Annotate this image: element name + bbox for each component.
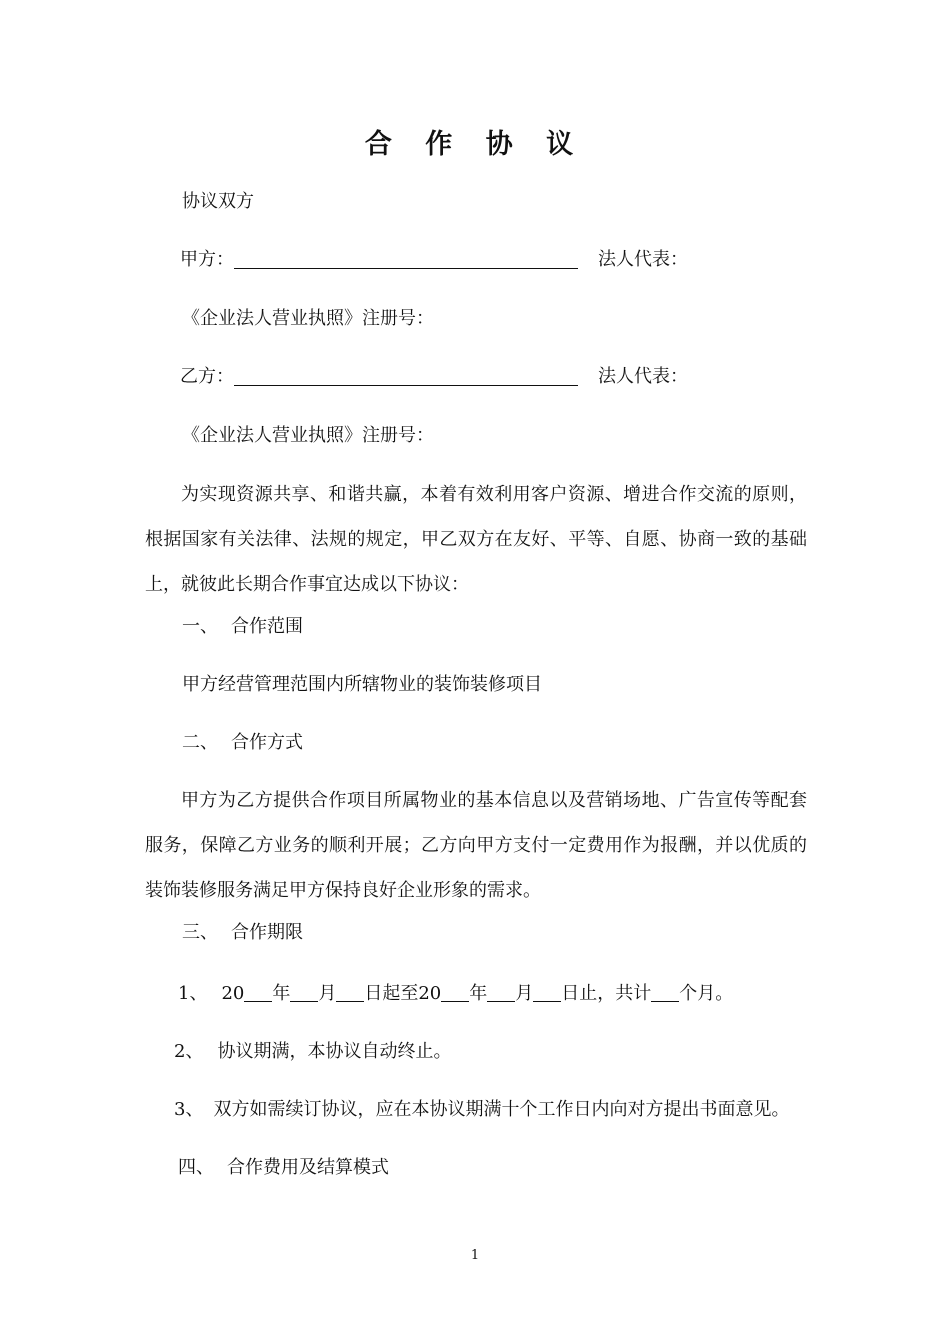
party-a-line bbox=[180, 248, 688, 272]
month-char-end: 月 bbox=[515, 983, 534, 1004]
start-month-blank bbox=[290, 983, 318, 1002]
item3-text: 双方如需续订协议，应在本协议期满十个工作日内向对方提出书面意见。 bbox=[213, 1099, 790, 1120]
end-month-blank bbox=[487, 983, 515, 1002]
intro-paragraph: 为实现资源共享、和谐共赢，本着有效利用客户资源、增进合作交流的原则，根据国家有关法律、法规的规定，甲乙双方在友好、平等、自愿、协商一致的基础上，就彼此长期合作事宜达成以下协议： bbox=[145, 484, 807, 595]
section2-title: 合作方式 bbox=[231, 732, 303, 753]
page-number: 1 bbox=[470, 1248, 480, 1263]
month-count-blank bbox=[651, 983, 679, 1002]
year-prefix-start: 20 bbox=[221, 983, 245, 1004]
section1-number: 一、 bbox=[182, 616, 218, 637]
parties-heading: 协议双方 bbox=[182, 191, 254, 212]
section2-number: 二、 bbox=[182, 732, 218, 753]
start-year-blank bbox=[244, 983, 272, 1002]
day-end-text: 日止，共计 bbox=[561, 983, 652, 1004]
party-b-label: 乙方： bbox=[180, 366, 234, 387]
section1-body: 甲方经营管理范围内所辖物业的装饰装修项目 bbox=[182, 674, 542, 695]
section3-number: 三、 bbox=[182, 922, 218, 943]
party-b-line bbox=[180, 365, 688, 389]
section3-item2 bbox=[174, 1040, 451, 1064]
party-b-name-blank bbox=[234, 365, 578, 386]
item2-text: 协议期满，本协议自动终止。 bbox=[217, 1041, 452, 1062]
month-char-start: 月 bbox=[318, 983, 337, 1004]
section3-heading bbox=[182, 921, 303, 945]
section3-item1 bbox=[178, 982, 733, 1006]
year-char-end: 年 bbox=[469, 983, 488, 1004]
section4-title: 合作费用及结算模式 bbox=[227, 1157, 389, 1178]
party-b-rep-label: 法人代表： bbox=[598, 366, 688, 387]
license-a-line: 《企业法人营业执照》注册号： bbox=[182, 308, 434, 329]
year-prefix-end: 20 bbox=[418, 983, 442, 1004]
section2-heading bbox=[182, 731, 303, 755]
license-b-line: 《企业法人营业执照》注册号： bbox=[182, 425, 434, 446]
section4-number: 四、 bbox=[178, 1157, 214, 1178]
party-a-rep-label: 法人代表： bbox=[598, 249, 688, 270]
section3-title: 合作期限 bbox=[231, 922, 303, 943]
section1-title: 合作范围 bbox=[231, 616, 303, 637]
document-title: 合 作 协 议 bbox=[364, 129, 586, 160]
day-start-text: 日起至 bbox=[364, 983, 419, 1004]
section1-heading bbox=[182, 615, 303, 639]
section3-item3 bbox=[174, 1098, 789, 1122]
party-a-name-blank bbox=[234, 248, 578, 269]
item2-number: 2、 bbox=[174, 1041, 204, 1062]
month-count-text: 个月。 bbox=[679, 983, 734, 1004]
year-char-start: 年 bbox=[272, 983, 291, 1004]
party-a-label: 甲方： bbox=[180, 249, 234, 270]
section4-heading bbox=[178, 1156, 389, 1180]
item3-number: 3、 bbox=[174, 1099, 204, 1120]
item1-number: 1、 bbox=[178, 983, 208, 1004]
section2-body: 甲方为乙方提供合作项目所属物业的基本信息以及营销场地、广告宣传等配套服务，保障乙方业务的顺利开展；乙方向甲方支付一定费用作为报酬，并以优质的装饰装修服务满足甲方保持良好企业形象的需求。 bbox=[145, 790, 807, 901]
end-year-blank bbox=[441, 983, 469, 1002]
end-day-blank bbox=[533, 983, 561, 1002]
start-day-blank bbox=[336, 983, 364, 1002]
